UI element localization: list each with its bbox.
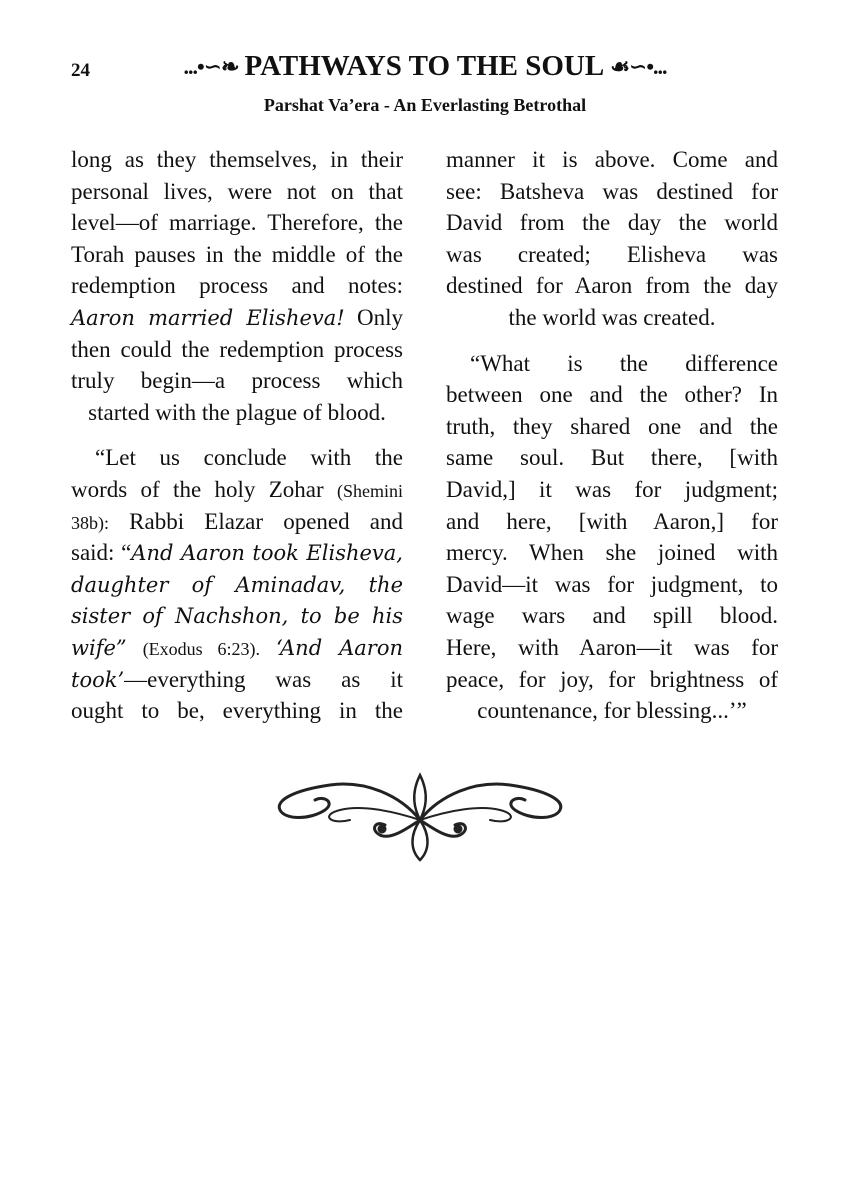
body-text [127, 635, 143, 660]
text-line [446, 442, 778, 474]
text-line [446, 144, 778, 176]
body-text: redemption process and notes: [71, 273, 403, 299]
text-line [71, 144, 403, 176]
text-line [71, 537, 403, 569]
text-line [71, 506, 403, 538]
body-text: truth, they shared one and the [446, 413, 778, 439]
text-line [446, 632, 778, 664]
text-line [71, 176, 403, 208]
text-line [446, 270, 778, 302]
body-text: David,] it was for judgment; [446, 476, 778, 502]
body-text: then could the redemption process [71, 336, 403, 362]
body-text: the world was created. [508, 304, 716, 330]
chapter-subtitle: Parshat Va’era - An Everlasting Betrothal [263, 95, 587, 115]
body-text: David—it was for judgment, to [446, 571, 778, 597]
italic-text: daughter of Aminadav, the [71, 572, 403, 597]
book-title: PATHWAYS TO THE SOUL [244, 50, 605, 82]
body-text: manner it is above. Come and [446, 147, 778, 172]
text-line [71, 270, 403, 302]
text-line [71, 302, 403, 334]
text-line [446, 207, 778, 239]
text-line [446, 379, 778, 411]
body-text: long as they themselves, in their [71, 147, 403, 172]
body-text: was created; Elisheva was [446, 241, 778, 267]
text-line [71, 474, 403, 506]
italic-text: Aaron married Elisheva! [71, 305, 345, 330]
body-text: words of the holy Zohar [71, 476, 337, 502]
text-line [446, 664, 778, 696]
body-text: Rabbi Elazar opened and [109, 508, 403, 534]
citation-text: (Exodus 6:23). [142, 638, 260, 659]
body-text: countenance, for blessing...’” [477, 698, 747, 724]
flourish-ornament-icon [270, 765, 570, 870]
body-text: same soul. But there, [with [446, 445, 778, 471]
text-line [446, 411, 778, 443]
text-line [446, 569, 778, 601]
body-text: “What is the difference [470, 350, 778, 376]
text-line [71, 664, 403, 696]
text-line [71, 207, 403, 239]
text-line [71, 397, 403, 429]
body-text: between one and the other? In [446, 382, 778, 408]
body-text: and here, [with Aaron,] for [446, 508, 778, 534]
ornament-left-icon: ...•∽❧ [183, 53, 239, 79]
text-line [71, 239, 403, 271]
body-text: see: Batsheva was destined for [446, 178, 778, 204]
body-text: wage wars and spill blood. [446, 603, 778, 629]
text-line [446, 506, 778, 538]
italic-text: wife” [71, 635, 127, 660]
italic-text: took’ [71, 667, 125, 692]
body-text: personal lives, were not on that [71, 178, 403, 204]
text-line [71, 632, 403, 664]
page-number: 24 [71, 60, 90, 81]
left-column [71, 144, 403, 727]
citation-text: 38b): [71, 512, 109, 533]
body-text: destined for Aaron from the day [446, 273, 778, 299]
body-text: mercy. When she joined with [446, 540, 778, 566]
text-line [446, 239, 778, 271]
text-line [71, 600, 403, 632]
text-line [446, 695, 778, 727]
body-text: said: “ [71, 540, 132, 566]
italic-text: And Aaron took Elisheva, [131, 541, 403, 566]
body-text: David from the day the world [446, 210, 778, 236]
citation-text: (Shemini [337, 480, 403, 501]
body-text: ought to be, everything in the [71, 698, 403, 724]
italic-text: ‘And Aaron [276, 635, 403, 660]
right-column [446, 144, 778, 727]
italic-text: sister of Nachshon, to be his [71, 604, 403, 629]
text-line [446, 348, 778, 380]
running-header [130, 50, 720, 83]
text-line [446, 537, 778, 569]
body-text: —everything was as it [124, 666, 403, 692]
text-line [71, 695, 403, 727]
body-text: started with the plague of blood. [88, 399, 386, 425]
body-text: “Let us conclude with the [95, 445, 403, 471]
body-text: peace, for joy, for brightness of [446, 666, 778, 692]
body-text: Here, with Aaron—it was for [446, 634, 778, 660]
text-line [71, 365, 403, 397]
text-line [446, 176, 778, 208]
text-line [71, 569, 403, 601]
ornament-right-icon: ☙∽•... [610, 53, 667, 79]
text-line [446, 474, 778, 506]
body-text [260, 635, 276, 660]
body-text: level—of marriage. Therefore, the [71, 210, 403, 236]
body-text: Only [344, 304, 403, 330]
body-text: truly begin—a process which [71, 368, 403, 394]
text-line [446, 302, 778, 334]
body-text: Torah pauses in the middle of the [71, 241, 403, 267]
text-line [446, 600, 778, 632]
text-line [71, 334, 403, 366]
text-line [71, 442, 403, 474]
